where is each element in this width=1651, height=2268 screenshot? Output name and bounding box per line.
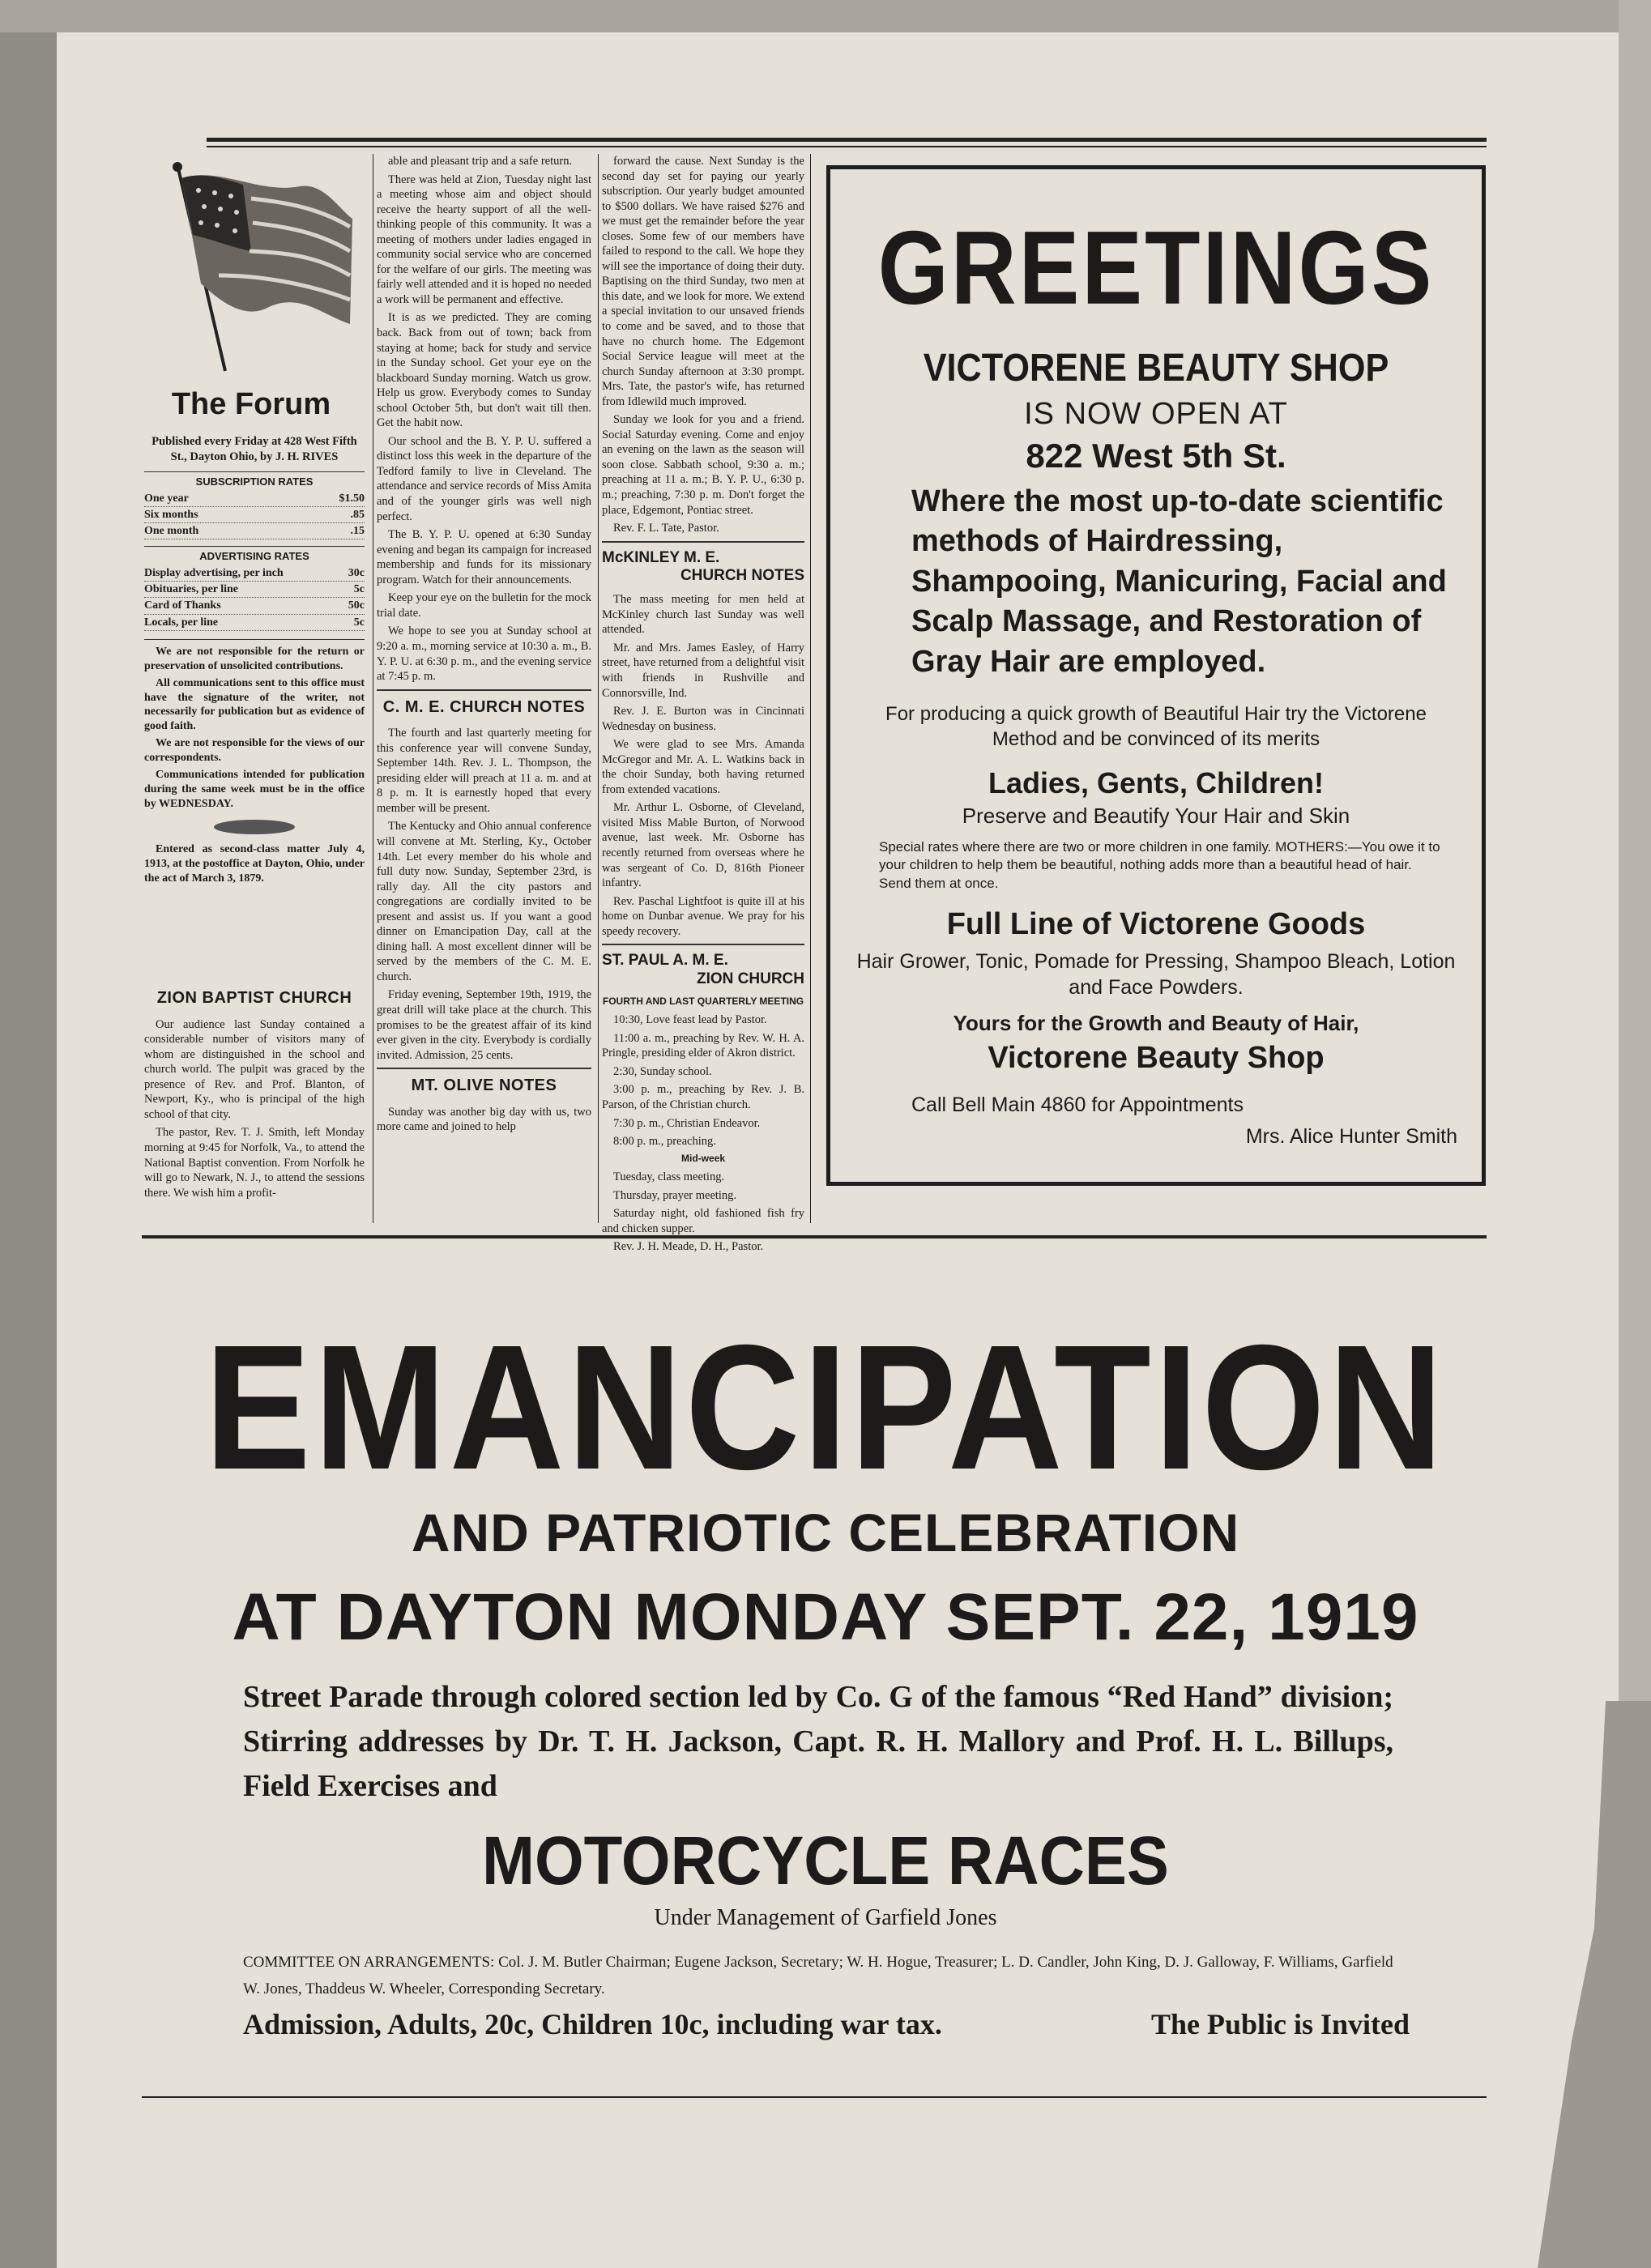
ad-greetings-headline: GREETINGS — [877, 209, 1435, 326]
rate-label: Card of Thanks — [144, 599, 221, 612]
cme-heading: C. M. E. CHURCH NOTES — [382, 697, 586, 716]
rate-value: $1.50 — [339, 492, 365, 505]
paragraph: The mass meeting for men held at McKinley church last Sunday was well attended. — [602, 593, 804, 637]
emancipation-parade-text: Street Parade through colored section led by Co. G of the famous “Red Hand” division; Stirring addresses by Dr. T. H. Jackson, Capt. R. H. Mallory and Prof. H. L. Billups, Field Exercises and — [243, 1680, 1393, 1804]
masthead-title: The Forum — [171, 387, 331, 421]
emancipation-subhead-2: AT DAYTON MONDAY SEPT. 22, 1919 — [232, 1580, 1419, 1654]
paragraph: Tuesday, class meeting. — [613, 1170, 725, 1183]
ad-full-line: Full Line of Victorene Goods — [946, 906, 1366, 941]
paragraph: 7:30 p. m., Christian Endeavor. — [613, 1116, 761, 1130]
zion-baptist-article — [144, 982, 365, 1229]
paragraph: It is as we predicted. They are coming back. Back from out of town; back from staying at home; back for study and service in the Sunday school. Get your eye on the blackboard Sunday morning. Watch us grow. Help us grow. Everybody comes to Sunday school October 5th, but don't wait till then. Get the habit now. — [377, 311, 591, 430]
torn-corner — [1538, 1701, 1651, 2268]
advertising-rates-list — [144, 566, 365, 631]
rate-label: Locals, per line — [144, 616, 219, 629]
public-invited: The Public is Invited — [1150, 2008, 1410, 2040]
rate-label: Six months — [144, 508, 198, 521]
admission-line — [243, 2007, 1410, 2041]
column-rule-2 — [598, 154, 599, 1223]
emancipation-subhead-1: AND PATRIOTIC CELEBRATION — [411, 1503, 1240, 1562]
management-line: Under Management of Garfield Jones — [654, 1905, 997, 1930]
american-flag-icon — [162, 162, 356, 373]
paragraph: We are not responsible for the return or preservation of unsolicited contributions. — [144, 645, 365, 672]
ad-address: 822 West 5th St. — [1026, 437, 1286, 475]
rate-value: 5c — [353, 616, 365, 629]
paragraph: 2:30, Sunday school. — [613, 1064, 712, 1078]
paragraph: 3:00 p. m., preaching by Rev. J. B. Parson, of the Christian church. — [602, 1083, 804, 1111]
paragraph: Communications intended for publication during the same week must be in the office by WEDNESDAY. — [144, 769, 365, 810]
rate-value: .15 — [350, 524, 365, 537]
paragraph: Keep your eye on the bulletin for the mock trial date. — [377, 591, 591, 620]
rate-value: .85 — [350, 508, 365, 521]
st-paul-body — [602, 1013, 804, 1149]
committee-list: COMMITTEE ON ARRANGEMENTS: Col. J. M. Butler Chairman; Eugene Jackson, Secretary; W. H. Hogue, Treasurer; L. D. Candler, John King, D. J. Galloway, F. Williams, Garfield W. Jones, Thaddeus W. Wheeler, Corresponding Secretary. — [243, 1954, 1393, 1998]
ad-preserve: Preserve and Beautify Your Hair and Skin — [962, 804, 1350, 829]
mckinley-body — [602, 592, 804, 939]
mckinley-heading: McKINLEY M. E. CHURCH NOTES — [602, 548, 804, 585]
paragraph: 10:30, Love feast lead by Pastor. — [613, 1013, 767, 1027]
paragraph: 11:00 a. m., preaching by Rev. W. H. A. Pringle, presiding elder of Akron district. — [602, 1031, 804, 1060]
paragraph: The pastor, Rev. T. J. Smith, left Monday morning at 9:45 for Norfolk, Va., to attend the National Baptist convention. From Norfolk he will go to Newark, N. J., to attend the sessions there. We wish him a profit- — [144, 1126, 365, 1200]
rate-value: 30c — [348, 567, 365, 580]
rate-row — [144, 616, 365, 631]
ad-ladies: Ladies, Gents, Children! — [988, 766, 1325, 800]
paragraph: Our audience last Sunday contained a considerable number of visitors many of whom are distinguished in the school and church world. The pulpit was graced by the presence of Rev. and Prof. Blanton, of Newport, Ky., who is principal of the high school of that city. — [144, 1017, 365, 1121]
subscription-rates-list — [144, 492, 365, 540]
motorcycle-races-heading: MOTORCYCLE RACES — [482, 1822, 1169, 1899]
paragraph: Sunday we look for you and a friend. Social Saturday evening. Come and enjoy an evening on the lawn as the season will soon close. Sabbath school, 9:30 a. m.; preaching at 11 a. m.; B. Y. P. U., 6:30 p. m.; preaching, 7:30 p. m. Don't forget the place, Edgemont, Pontiac street. — [602, 413, 804, 517]
paragraph: The Kentucky and Ohio annual conference will convene at Mt. Sterling, Ky., October 14th. Let every member do his whole and full duty now. Sunday, September 23rd, is rally day. All the city pastors and congregations are cordially invited to be present and assist us. If you want a good dinner on Emancipation Day, call at the dining hall. A most excellent dinner will be served by the members of the C. M. E. church. — [377, 820, 591, 983]
ad-products: Hair Grower, Tonic, Pomade for Pressing, Shampoo Bleach, Lotion and Face Powders. — [856, 949, 1456, 1000]
ad-special-rates: Special rates where there are two or more children in one family. MOTHERS:—You owe it to your children to help them be beautiful, nothing adds more than a beautiful head of hair. Send them at once. — [879, 839, 1440, 891]
ad-produce: For producing a quick growth of Beautiful Hair try the Victorene Method and be convinced of its merits — [885, 702, 1427, 751]
paragraph: forward the cause. Next Sunday is the second day set for paying our yearly subscription. Our yearly budget amounted to $500 dollars. We have raised $276 and we must get the remainder before the year closes. Some few of our members have failed to respond to the call. We hope they will see the importance of doing their duty. Baptising on the third Sunday, two men at this date, and we look for more. We extend a special invitation to our unsaved friends to come and be saved, and to those that have no church home. The Edgemont Social Service league will meet at the church Sunday afternoon at 3:30 prompt. Mrs. Tate, the pastor's wife, has returned from Idlewild much improved. — [602, 155, 804, 408]
paragraph: able and pleasant trip and a safe return. — [388, 155, 573, 168]
ad-owner: Mrs. Alice Hunter Smith — [1245, 1124, 1457, 1148]
midweek-heading: Mid-week — [680, 1152, 725, 1164]
divider — [377, 689, 591, 691]
paragraph: Rev. F. L. Tate, Pastor. — [613, 522, 719, 535]
rate-label: One year — [144, 492, 189, 505]
ornament-icon — [214, 820, 295, 834]
paragraph: Rev. Paschal Lightfoot is quite ill at his home on Dunbar avenue. We pray for his speedy recovery. — [602, 894, 804, 938]
emancipation-headline: EMANCIPATION — [204, 1307, 1447, 1507]
divider — [377, 1068, 591, 1069]
notices — [144, 639, 365, 812]
st-paul-subheading: FOURTH AND LAST QUARTERLY MEETING — [602, 995, 804, 1007]
zion-baptist-heading: ZION BAPTIST CHURCH — [156, 989, 352, 1007]
column-rule-3 — [810, 154, 811, 1223]
midweek-body — [602, 1170, 804, 1255]
ad-yours: Yours for the Growth and Beauty of Hair, — [953, 1010, 1359, 1035]
zion-baptist-body — [144, 1017, 365, 1201]
entry-notice: Entered as second-class matter July 4, 1913, at the postoffice at Dayton, Ohio, under the act of March 3, 1879. — [144, 842, 365, 885]
top-rule — [207, 138, 1487, 142]
ad-methods: Where the most up-to-date scientific methods of Hairdressing, Shampooing, Manicuring, Facial and Scalp Massage, and Restoration of Gray Hair are employed. — [911, 484, 1447, 679]
rate-label: Obituaries, per line — [144, 583, 239, 596]
rate-value: 5c — [353, 583, 365, 596]
column-3 — [602, 154, 804, 1254]
paragraph: The B. Y. P. U. opened at 6:30 Sunday evening and began its campaign for increased membership and funds for its missionary program. Watch for their announcements. — [377, 528, 591, 586]
advertising-rates-heading: ADVERTISING RATES — [144, 546, 365, 564]
ad-shop-name-2: Victorene Beauty Shop — [988, 1040, 1325, 1075]
mt-olive-heading: MT. OLIVE NOTES — [411, 1076, 557, 1095]
paragraph: 8:00 p. m., preaching. — [613, 1135, 716, 1149]
admission-prices: Admission, Adults, 20c, Children 10c, including war tax. — [243, 2008, 942, 2040]
subscription-rates-heading: SUBSCRIPTION RATES — [144, 471, 365, 489]
mid-rule — [142, 1235, 1487, 1238]
zion-continued-body — [377, 154, 591, 684]
paragraph: There was held at Zion, Tuesday night last a meeting whose aim and object should receive the hearty support of all the well-thinking people of this community. It was a meeting of mothers under ladies engaged in community social service who are concerned for the welfare of our girls. The meeting was fairly well attended and it is hoped no needed a work will be permanent and effective. — [377, 173, 591, 306]
paragraph: Mr. and Mrs. James Easley, of Harry street, have returned from a delightful visit with friends in Rushville and Connorsville, Ind. — [602, 641, 804, 700]
masthead-info — [144, 434, 365, 888]
ad-shop-name: VICTORENE BEAUTY SHOP — [923, 347, 1389, 390]
rate-row — [144, 492, 365, 507]
paragraph: Saturday night, old fashioned fish fry and chicken supper. — [602, 1207, 804, 1235]
rate-row — [144, 508, 365, 523]
paragraph: Mr. Arthur L. Osborne, of Cleveland, visited Miss Mable Burton, of Norwood avenue, last week. Mr. Osborne has recently returned from overseas where he was sergeant of Co. D, 816th Pioneer infantry. — [602, 801, 804, 890]
paragraph: We were glad to see Mrs. Amanda McGregor and Mr. A. L. Watkins back in the choir Sunday, both having returned from extended vacations. — [602, 738, 804, 796]
mt-olive-continued-body — [602, 154, 804, 536]
mt-olive-body — [377, 1105, 591, 1135]
paragraph: Rev. J. E. Burton was in Cincinnati Wednesday on business. — [602, 705, 804, 733]
victorene-beauty-shop-ad — [826, 165, 1486, 1186]
paragraph: Sunday was another big day with us, two more came and joined to help — [377, 1105, 591, 1134]
rate-value: 50c — [348, 599, 365, 612]
st-paul-heading: ST. PAUL A. M. E. ZION CHURCH — [602, 952, 804, 988]
ad-phone: Call Bell Main 4860 for Appointments — [911, 1093, 1244, 1116]
paragraph: Our school and the B. Y. P. U. suffered a distinct loss this week in the departure of the Tedford family to live in Cleveland. The attendance and service records of Miss Amita and of the younger girls was well nigh perfect. — [377, 434, 591, 523]
rate-label: Display advertising, per inch — [144, 567, 284, 580]
rate-row — [144, 566, 365, 582]
paragraph: The fourth and last quarterly meeting for this conference year will convene Sunday, September 14th. Rev. J. L. Thompson, the presiding elder will preach at 11 a. m. and at 8 p. m. It is earnestly hoped that every member will be present. — [377, 727, 591, 815]
paragraph: Friday evening, September 19th, 1919, the great drill will take place at the church. This promises to be the greatest affair of its kind ever given in the city. Everybody is cordially invited. Admission, 25 cents. — [377, 988, 591, 1062]
scan-edge-top — [0, 0, 1651, 32]
divider — [602, 541, 804, 543]
paragraph: All communications sent to this office must have the signature of the writer, not necessarily for publication but as evidence of good faith. — [144, 676, 365, 733]
paragraph: Thursday, prayer meeting. — [613, 1188, 737, 1202]
rate-row — [144, 599, 365, 614]
column-2 — [377, 154, 591, 1225]
paragraph: Rev. J. H. Meade, D. H., Pastor. — [613, 1240, 764, 1254]
paragraph: We are not responsible for the views of our correspondents. — [144, 737, 365, 765]
divider — [602, 944, 804, 945]
rate-row — [144, 524, 365, 539]
top-rule-thin — [207, 146, 1487, 147]
rate-label: One month — [144, 524, 199, 537]
rate-row — [144, 582, 365, 598]
ad-now-open: IS NOW OPEN AT — [1024, 397, 1288, 431]
cme-body — [377, 726, 591, 1063]
publisher-line: Published every Friday at 428 West Fifth St., Dayton Ohio, by J. H. RIVES — [151, 435, 357, 463]
paragraph: We hope to see you at Sunday school at 9:20 a. m., morning service at 10:30 a. m., B. Y. P. U. at 6:30 p. m., and the evening service at 7:45 p. m. — [377, 625, 591, 684]
bottom-rule — [142, 2096, 1487, 2098]
